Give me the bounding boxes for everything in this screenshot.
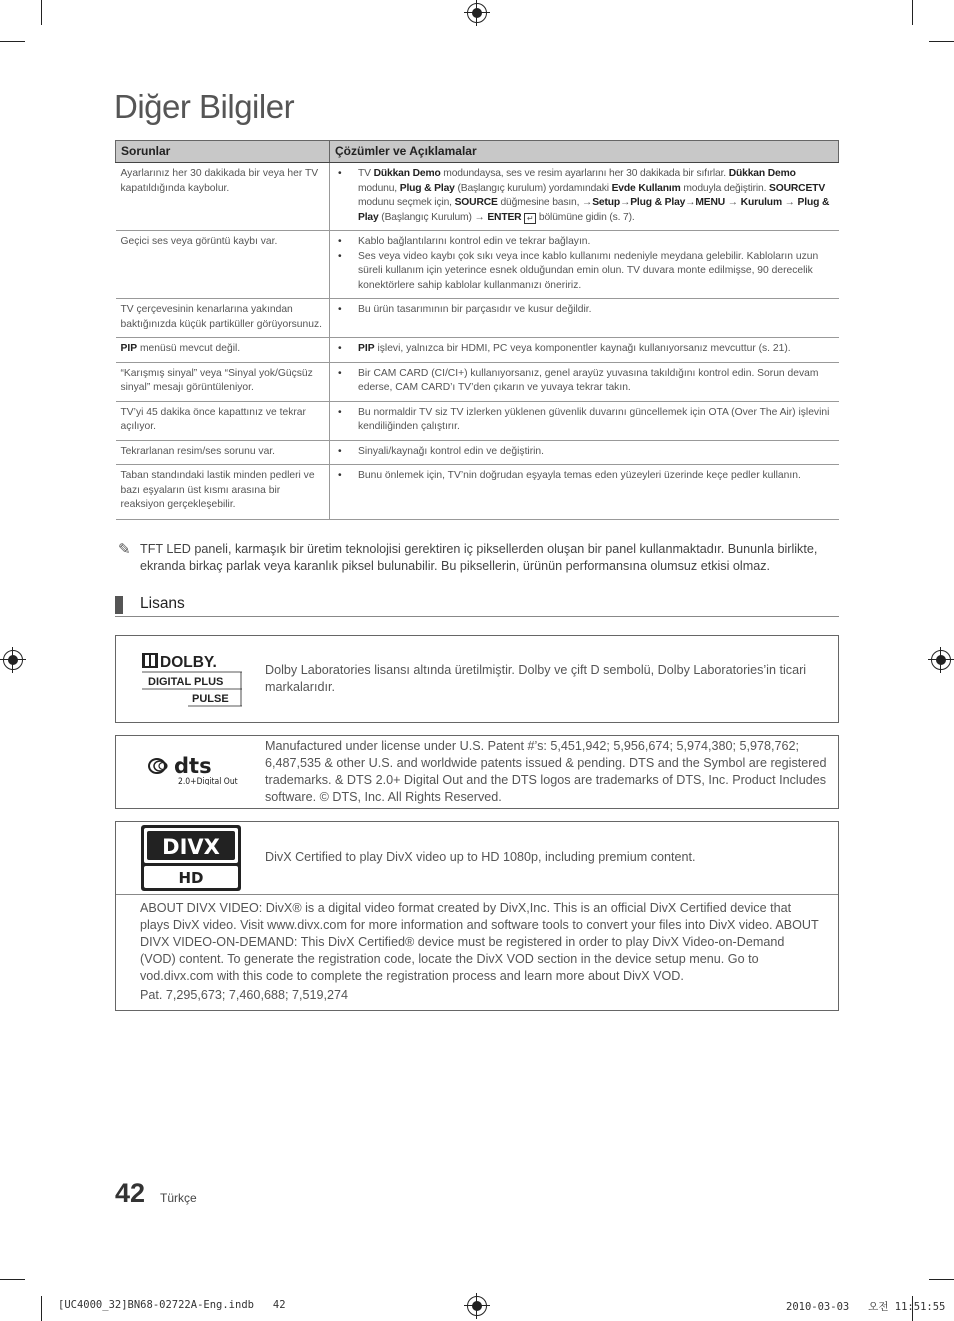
- svg-text:PULSE: PULSE: [192, 693, 229, 705]
- solution-item: • Sinyali/kaynağı kontrol edin ve değiştirin.: [358, 445, 834, 460]
- solution-item: • Ses veya video kaybı çok sıkı veya ince kablo kullanımı nedeniyle meydana gelebilir. Kabloların uzun süreli kullanım için yeterince esnek olduğundan emin olun. TV duvara monte edilmişse, 90 derecelik konektörlere sahip kablolar kullanmanızı öneririz.: [358, 250, 834, 294]
- crop-mark: [0, 1279, 25, 1280]
- page-title: Diğer Bilgiler: [114, 88, 295, 125]
- solution-item: • Bu normaldir TV siz TV izlerken yüklenen güvenlik duvarını güncellemek için OTA (Over The Air) işlevini kendiliğinden çalıştırır.: [358, 406, 834, 435]
- divx-patents: Pat. 7,295,673; 7,460,688; 7,519,274: [140, 988, 348, 1002]
- crop-mark: [912, 0, 913, 25]
- dolby-license-text: Dolby Laboratories lisansı altında üretilmiştir. Dolby ve çift D sembolü, Dolby Laboratories’in ticari markalarıdır.: [265, 663, 807, 694]
- divx-license-box: [115, 821, 839, 1011]
- table-header-row: [116, 141, 839, 163]
- problem-cell: Taban standındaki lastik minden pedleri ve bazı eşyaların üst kısmı arasına bir reaksiyon gerçekleşebilir.: [116, 465, 330, 520]
- solution-cell: [330, 465, 839, 520]
- table-row: [116, 465, 839, 520]
- svg-text:2.0+Digital Out: 2.0+Digital Out: [178, 777, 238, 785]
- crop-mark: [41, 0, 42, 25]
- solution-cell: [330, 401, 839, 440]
- svg-text:HD: HD: [178, 869, 204, 887]
- divider: [116, 894, 838, 895]
- note-text: TFT LED paneli, karmaşık bir üretim teknolojisi gerektiren iç piksellerden oluşan bir panel kullanmaktadır. Bununla birlikte, ekranda birkaç parlak veya karanlık piksel bulunabilir. Bu piksellerin, ürünün performansına olumsuz etkisi olmaz.: [140, 542, 818, 573]
- page-number: 42: [115, 1178, 146, 1208]
- svg-text:DIGITAL PLUS: DIGITAL PLUS: [148, 676, 224, 688]
- table-row: [116, 338, 839, 363]
- dts-logo: [148, 753, 238, 785]
- solution-item: • PIP işlevi, yalnızca bir HDMI, PC veya komponentler kaynağı kullanıyorsanız mevcuttur (s. 21).: [358, 342, 834, 357]
- divx-about-text: ABOUT DIVX VIDEO: DivX® is a digital video format created by DivX,Inc. This is an official DivX Certified device that plays DivX video. Visit www.divx.com for more information and software tools to convert your files into DivX video. ABOUT DIVX VIDEO-ON-DEMAND: This DivX Certified® device must be registered in order to play DivX Video-on-Demand (VOD) content. To generate the registration code, locate the DivX VOD section in the device setup menu. Go to vod.divx.com with this code to complete the registration process and learn more about DivX VOD.: [140, 901, 819, 983]
- registration-mark-icon: [931, 650, 951, 670]
- section-bar: [115, 596, 123, 614]
- crop-mark: [929, 1279, 954, 1280]
- crop-mark: [41, 1296, 42, 1321]
- solution-cell: [330, 338, 839, 363]
- problem-cell: PIP menüsü mevcut değil.: [116, 338, 330, 363]
- note-pencil-icon: ✎: [118, 541, 131, 558]
- crop-mark: [0, 41, 25, 42]
- table-row: [116, 440, 839, 465]
- table-row: [116, 231, 839, 299]
- problem-cell: Geçici ses veya görüntü kaybı var.: [116, 231, 330, 299]
- svg-text:dts: dts: [174, 754, 212, 778]
- problem-cell: Ayarlarınız her 30 dakikada bir veya her TV kapatıldığında kaybolur.: [116, 163, 330, 231]
- table-row: [116, 163, 839, 231]
- enter-icon: ↵: [524, 213, 536, 224]
- svg-text:DOLBY.: DOLBY.: [160, 654, 217, 671]
- column-header-problems: Sorunlar: [116, 141, 330, 163]
- problem-cell: “Karışmış sinyal” veya “Sinyal yok/Güçsüz sinyal” mesajı görüntüleniyor.: [116, 362, 330, 401]
- solution-cell: [330, 231, 839, 299]
- registration-mark-icon: [3, 650, 23, 670]
- solution-item: • TV Dükkan Demo modundaysa, ses ve resim ayarlarını her 30 dakikada bir sıfırlar. Dükkan Demo modunu, Plug & Play (Başlangıç kurulum) yordamındaki Evde Kullanım moduyla değiştirin. SOURCETV modunu seçmek için, SOURCE düğmesine basın, →Setup→Plug & Play→MENU → Kurulum → Plug & Play (Başlangıç Kurulum) → ENTER ↵ bölümüne gidin (s. 7).: [358, 167, 834, 225]
- dolby-digital-plus-pulse-logo: [142, 653, 242, 707]
- registration-mark-icon: [467, 1296, 487, 1316]
- solution-cell: [330, 362, 839, 401]
- problem-cell: TV çerçevesinin kenarlarına yakından baktığınızda küçük partiküller görüyorsunuz.: [116, 299, 330, 338]
- print-date-info: 2010-03-03 오전 11:51:55: [786, 1301, 946, 1313]
- note: [118, 541, 842, 575]
- solution-item: • Kablo bağlantılarını kontrol edin ve tekrar bağlayın.: [358, 235, 834, 250]
- divx-license-text: DivX Certified to play DivX video up to HD 1080p, including premium content.: [265, 850, 696, 864]
- license-section-title: Lisans: [140, 595, 185, 612]
- registration-mark-icon: [467, 3, 487, 23]
- solution-item: • Bir CAM CARD (CI/CI+) kullanıyorsanız, genel arayüz yuvasına takıldığını kontrol edin. Sorun devam ederse, CAM CARD’ı TV’den çıkarın ve yuvaya tekrar takın.: [358, 367, 834, 396]
- dts-license-text: Manufactured under license under U.S. Patent #’s: 5,451,942; 5,956,674; 5,974,380; 5,978,762; 6,487,535 & other U.S. and worldwide patents issued & pending. DTS and the Symbol are registered trademarks. & DTS 2.0+ Digital Out and the DTS logos are trademarks of DTS, Inc. Product Includes software. © DTS, Inc. All Rights Reserved.: [265, 739, 827, 804]
- print-file-info: [UC4000_32]BN68-02722A-Eng.indb 42: [58, 1299, 286, 1311]
- solution-item: • Bu ürün tasarımının bir parçasıdır ve kusur değildir.: [358, 303, 834, 318]
- solution-cell: [330, 440, 839, 465]
- solution-cell: [330, 163, 839, 231]
- license-section-header: [115, 594, 839, 617]
- crop-mark: [929, 41, 954, 42]
- dts-license-box: [115, 735, 839, 809]
- column-header-solutions: Çözümler ve Açıklamalar: [330, 141, 839, 163]
- problem-cell: TV’yi 45 dakika önce kapattınız ve tekrar açılıyor.: [116, 401, 330, 440]
- solution-cell: [330, 299, 839, 338]
- table-row: [116, 401, 839, 440]
- table-row: [116, 362, 839, 401]
- table-row: [116, 299, 839, 338]
- svg-text:DIVX: DIVX: [162, 835, 220, 859]
- divx-hd-logo: [141, 825, 241, 891]
- troubleshooting-table: [115, 140, 839, 520]
- solution-item: • Bunu önlemek için, TV’nin doğrudan eşyayla temas eden yüzeyleri üzerinde keçe pedler kullanın.: [358, 469, 834, 484]
- problem-cell: Tekrarlanan resim/ses sorunu var.: [116, 440, 330, 465]
- dolby-license-box: [115, 635, 839, 723]
- page-language: Türkçe: [160, 1191, 197, 1205]
